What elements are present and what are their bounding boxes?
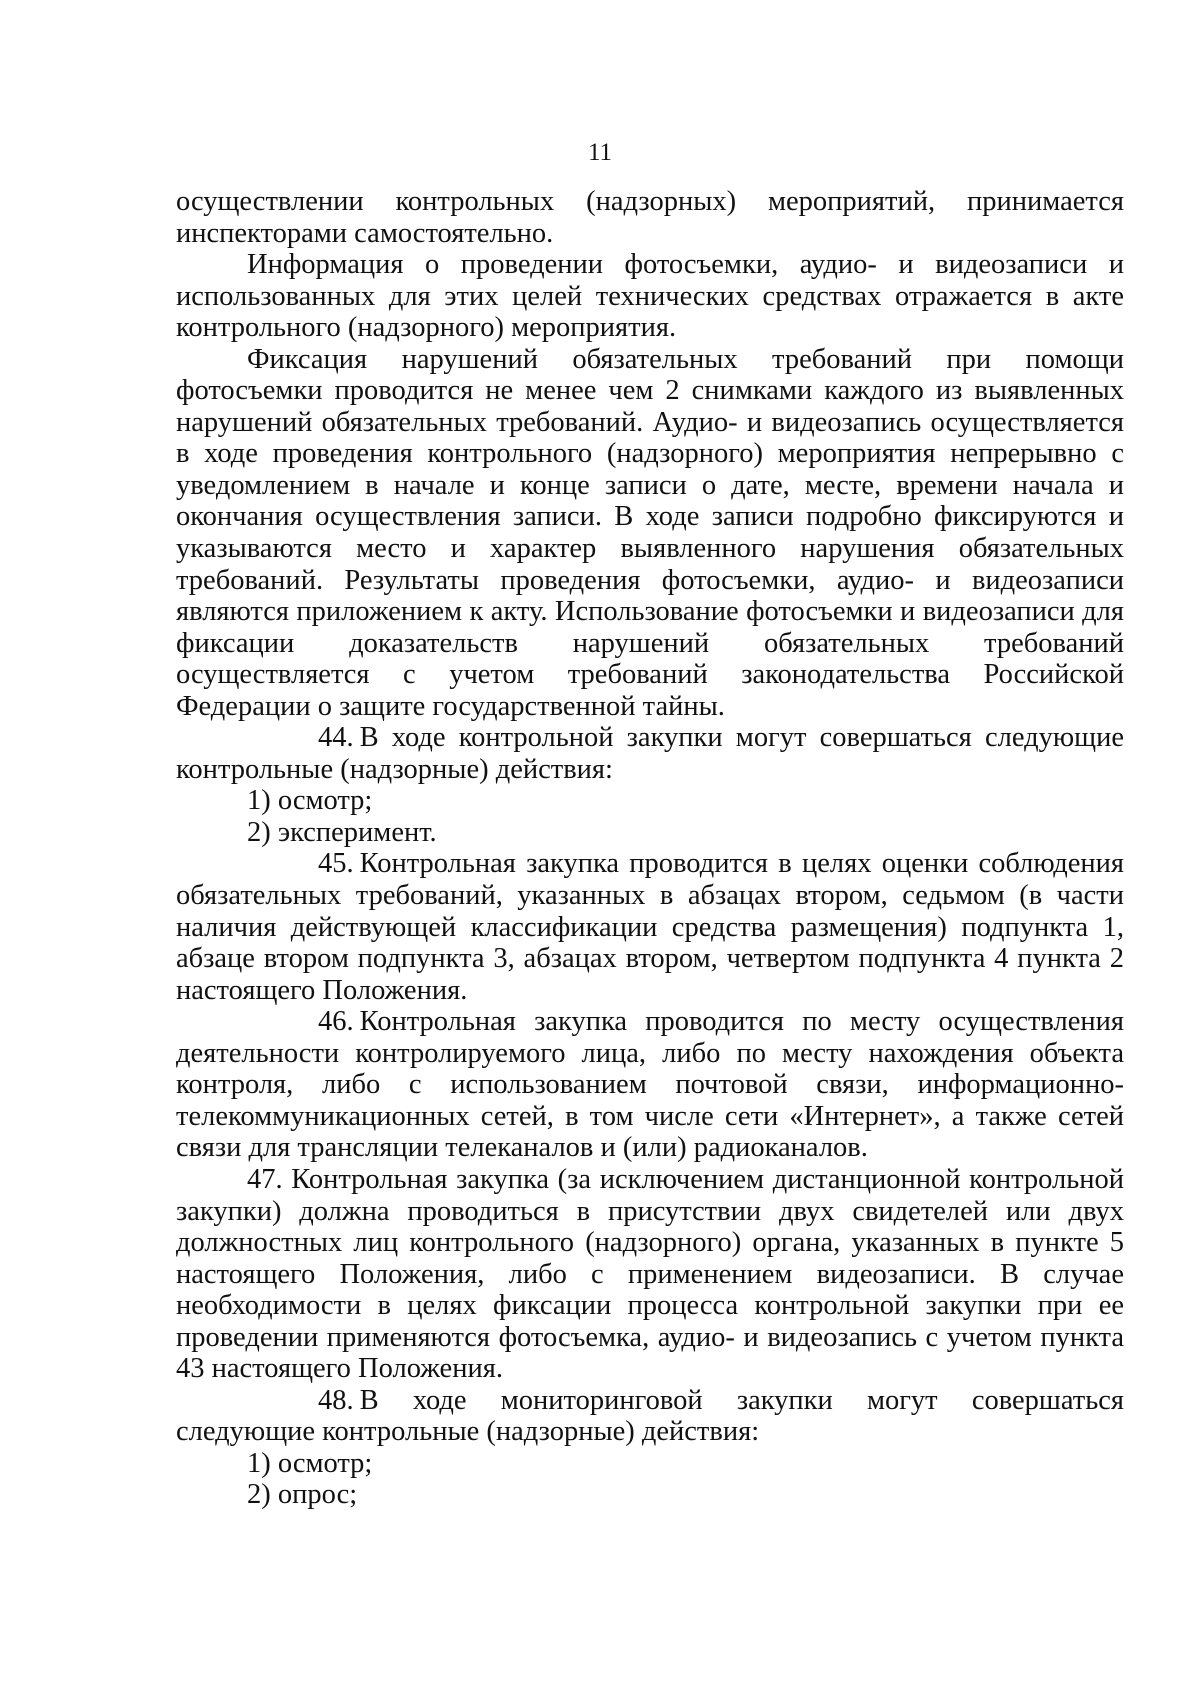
- paragraph-continuation: осуществлении контрольных (надзорных) мероприятий, принимается инспекторами самостоятельно.: [176, 186, 1124, 249]
- paragraph-45-text: Контрольная закупка проводится в целях оценки соблюдения обязательных требований, указанных в абзацах втором, седьмом (в части наличия действующей классификации средства размещения) подпункта 1, абзаце втором подпункта 3, абзацах втором, четвертом подпункта 4 пункта 2 настоящего Положения.: [176, 848, 1124, 1006]
- paragraph-44-item-2: 2) эксперимент.: [247, 816, 437, 848]
- paragraph-recording-info: Информация о проведении фотосъемки, аудио- и видеозаписи и использованных для этих целей технических средствах отражается в акте контрольного (надзорного) мероприятия.: [176, 249, 1124, 344]
- paragraph-48: [176, 1385, 1124, 1448]
- paragraph-45-number: 45.: [318, 848, 354, 880]
- paragraph-47: 47. Контрольная закупка (за исключением дистанционной контрольной закупки) должна проводиться в присутствии двух свидетелей или двух должностных лиц контрольного (надзорного) органа, указанных в пункте 5 настоящего Положения, либо с применением видеозаписи. В случае необходимости в целях фиксации процесса контрольной закупки при ее проведении применяются фотосъемка, аудио- и видеозапись с учетом пункта 43 настоящего Положения.: [176, 1163, 1124, 1385]
- paragraph-48-item-2: 2) опрос;: [247, 1479, 358, 1511]
- page-number: 11: [587, 139, 613, 166]
- document-body: [176, 186, 1124, 1511]
- paragraph-48-item-1: 1) осмотр;: [247, 1447, 373, 1479]
- paragraph-44: [176, 722, 1124, 785]
- paragraph-44-item-1: 1) осмотр;: [247, 785, 373, 817]
- paragraph-46-text: Контрольная закупка проводится по месту осуществления деятельности контролируемого лица, либо по месту нахождения объекта контроля, либо с использованием почтовой связи, информационно-телекоммуникационных сетей, в том числе сети «Интернет», а также сетей связи для трансляции телеканалов и (или) радиоканалов.: [176, 1006, 1124, 1164]
- paragraph-violation-fixation: Фиксация нарушений обязательных требований при помощи фотосъемки проводится не менее чем 2 снимками каждого из выявленных нарушений обязательных требований. Аудио- и видеозапись осуществляется в ходе проведения контрольного (надзорного) мероприятия непрерывно с уведомлением в начале и конце записи о дате, месте, времени начала и окончания осуществления записи. В ходе записи подробно фиксируются и указываются место и характер выявленного нарушения обязательных требований. Результаты проведения фотосъемки, аудио- и видеозаписи являются приложением к акту. Использование фотосъемки и видеозаписи для фиксации доказательств нарушений обязательных требований осуществляется с учетом требований законодательства Российской Федерации о защите государственной тайны.: [176, 343, 1124, 722]
- paragraph-48-text: В ходе мониторинговой закупки могут совершаться следующие контрольные (надзорные) действия:: [176, 1384, 1124, 1448]
- paragraph-45: [176, 848, 1124, 1006]
- paragraph-46: [176, 1006, 1124, 1164]
- paragraph-44-number: 44.: [318, 722, 354, 754]
- paragraph-44-text: В ходе контрольной закупки могут совершаться следующие контрольные (надзорные) действия:: [176, 722, 1124, 785]
- paragraph-48-number: 48.: [318, 1384, 354, 1416]
- paragraph-46-number: 46.: [318, 1006, 354, 1038]
